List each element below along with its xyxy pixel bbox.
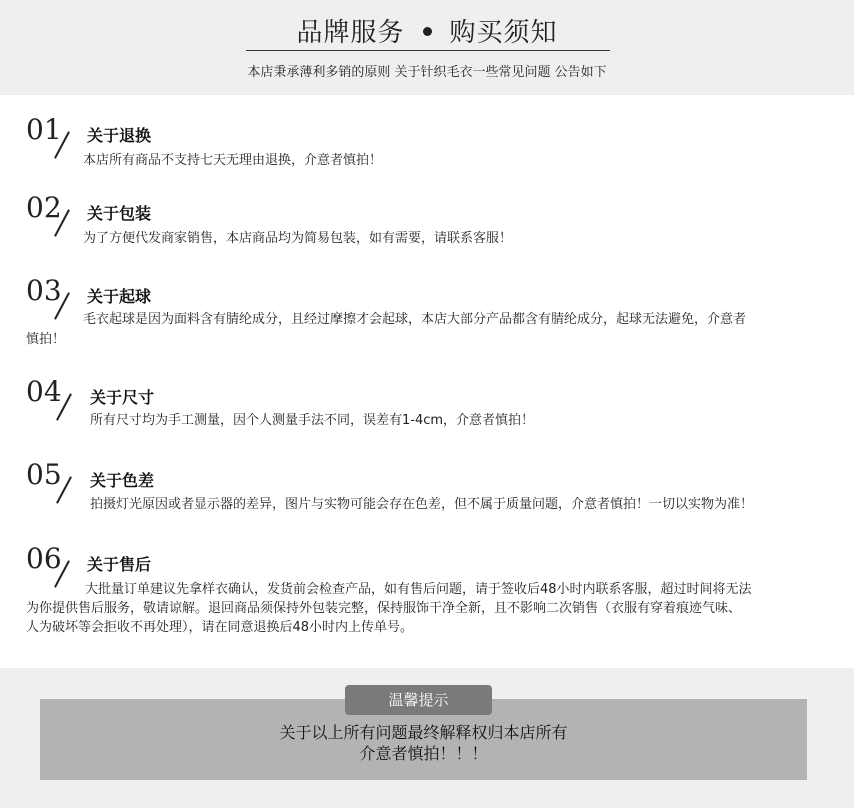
notice-badge: 温馨提示 xyxy=(345,685,492,715)
title-underline xyxy=(246,50,610,51)
section-number: 05 xyxy=(26,458,62,491)
section-body: 所有尺寸均为手工测量，因个人测量手法不同，误差有1-4cm，介意者慎拍！ xyxy=(90,413,535,428)
section-body: 拍摄灯光原因或者显示器的差异，图片与实物可能会存在色差，但不属于质量问题，介意者慎拍！一切以实物为准！ xyxy=(90,497,754,512)
section-number: 04 xyxy=(26,375,62,408)
section-title: 关于售后 xyxy=(87,555,152,574)
section-title: 关于起球 xyxy=(87,287,152,306)
bullet-dot-icon xyxy=(423,27,432,36)
notice-line-2: 介意者慎拍！！！ xyxy=(359,744,488,763)
section-body-line-1: 毛衣起球是因为面料含有腈纶成分，且经过摩擦才会起球，本店大部分产品都含有腈纶成分，起球无法避免，介意者 xyxy=(83,312,747,327)
title-purchase-notice: 购买须知 xyxy=(449,18,558,48)
section-title: 关于退换 xyxy=(87,126,152,145)
section-title: 关于色差 xyxy=(90,471,155,490)
section-title: 关于包装 xyxy=(87,204,152,223)
section-number: 06 xyxy=(26,542,62,575)
section-body: 为了方便代发商家销售，本店商品均为简易包装，如有需要，请联系客服！ xyxy=(83,231,513,246)
section-body-line-3: 人为破坏等会拒收不再处理），请在同意退换后48小时内上传单号。 xyxy=(26,620,414,635)
notice-line-1: 关于以上所有问题最终解释权归本店所有 xyxy=(279,723,568,742)
section-body: 本店所有商品不支持七天无理由退换，介意者慎拍！ xyxy=(83,153,383,168)
section-body-line-1: 大批量订单建议先拿样衣确认，发货前会检查产品，如有售后问题，请于签收后48小时内联系客服，超过时间将无法 xyxy=(85,582,752,597)
section-title: 关于尺寸 xyxy=(90,388,155,407)
section-body-line-2: 为你提供售后服务，敬请谅解。退回商品须保持外包装完整，保持服饰干净全新，且不影响二次销售（衣服有穿着痕迹气味、 xyxy=(26,601,742,616)
section-body-line-2: 慎拍！ xyxy=(26,332,66,347)
page-subtitle: 本店秉承薄利多销的原则 关于针织毛衣一些常见问题 公告如下 xyxy=(247,65,607,80)
title-brand-service: 品牌服务 xyxy=(296,18,405,48)
section-number: 03 xyxy=(26,274,62,307)
section-number: 02 xyxy=(26,191,62,224)
section-number: 01 xyxy=(26,113,62,146)
page-title xyxy=(0,12,854,49)
